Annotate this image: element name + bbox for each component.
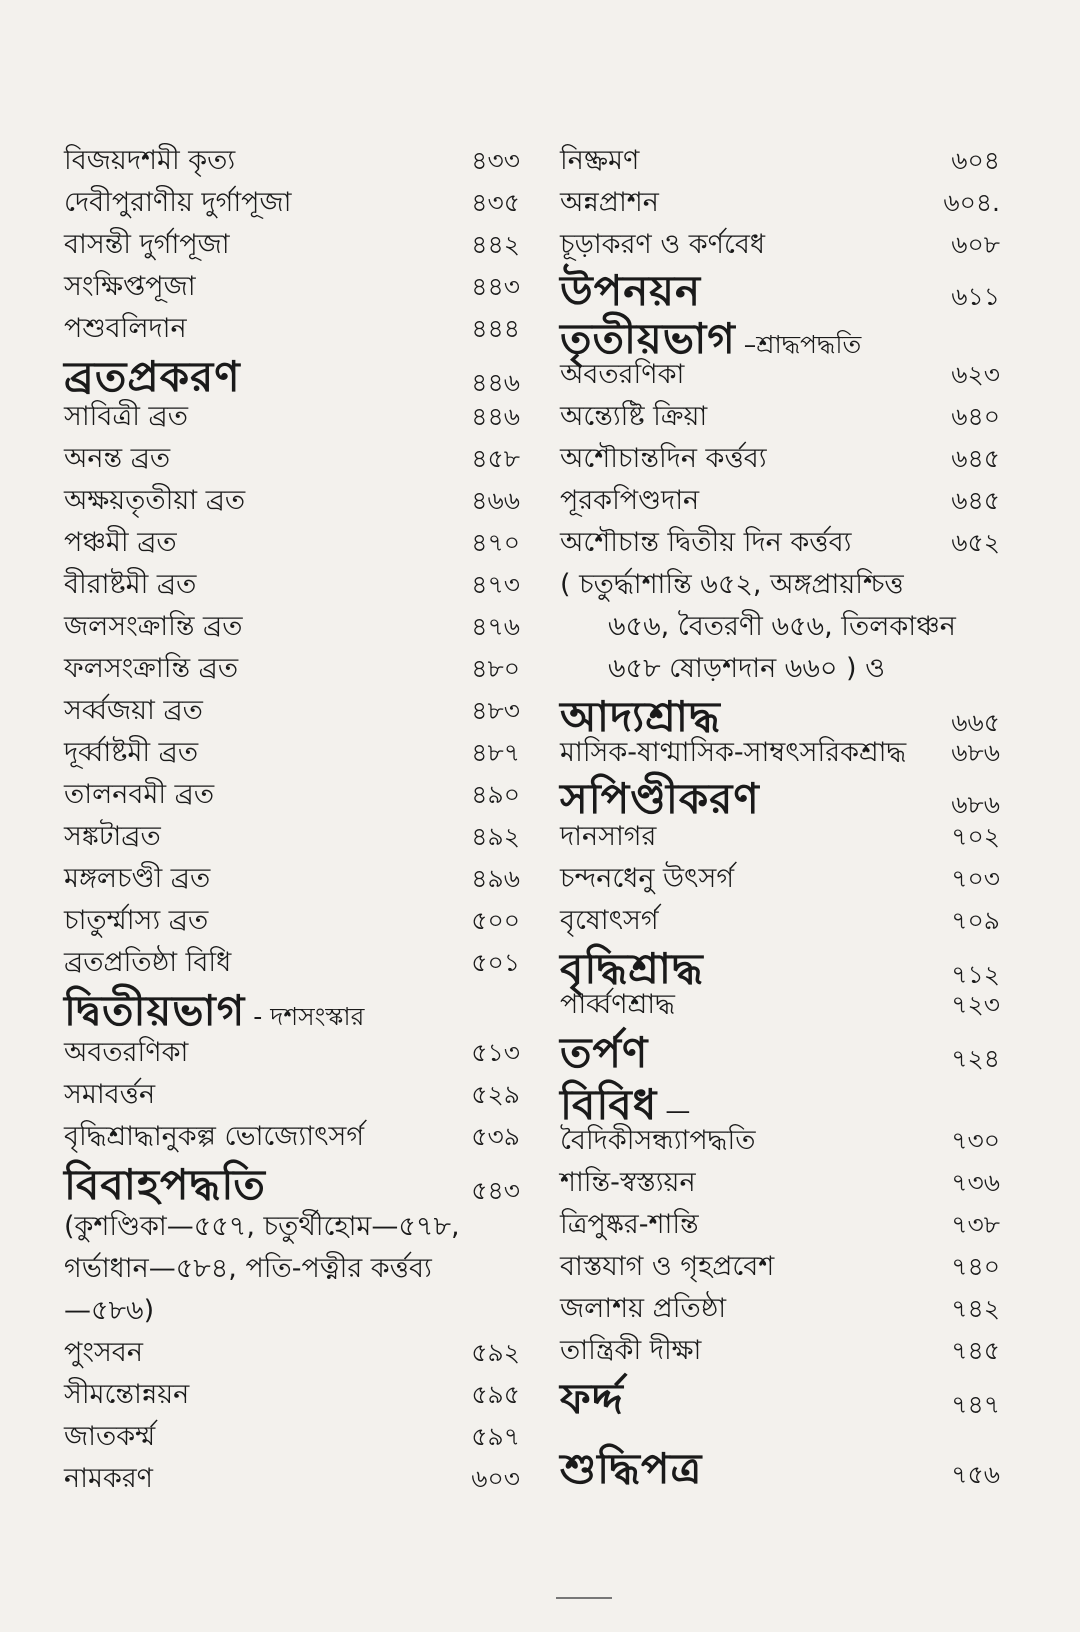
- entry-page: ৬৮৬: [951, 738, 1000, 767]
- entry-page: ৫৯২: [471, 1338, 520, 1367]
- entry-page: ৫৯৫: [471, 1380, 520, 1409]
- heading-title: শুদ্ধিপত্র: [560, 1444, 703, 1493]
- entry-title: বাস্তযাগ ও গৃহপ্রবেশ: [560, 1251, 775, 1282]
- entry-page: ৭৩৮: [951, 1210, 1000, 1239]
- index-entry: [64, 140, 520, 185]
- entry-title: সঙ্কটাব্রত: [64, 821, 161, 852]
- entry-title: অন্নপ্রাশন: [560, 187, 659, 218]
- index-entry: [560, 480, 1000, 525]
- entry-title: অক্ষয়তৃতীয়া ব্রত: [64, 485, 246, 516]
- index-entry: [64, 564, 520, 609]
- index-entry: [64, 1458, 520, 1503]
- entry-page: ৫০১: [471, 948, 520, 977]
- heading-page: ৪৪৬: [471, 368, 520, 397]
- index-entry: [64, 816, 520, 861]
- index-entry: [64, 266, 520, 311]
- entry-page: ৬০৩: [471, 1464, 520, 1493]
- entry-page: ৪৯২: [471, 822, 520, 851]
- entry-title: তান্ত্রিকী দীক্ষা: [560, 1335, 702, 1366]
- entry-title: নিষ্ক্রমণ: [560, 145, 640, 176]
- heading-title: বিবাহপদ্ধতি: [64, 1160, 266, 1209]
- index-entry: [64, 438, 520, 483]
- index-entry: [560, 354, 1000, 399]
- index-entry: [560, 858, 1000, 903]
- index-entry: [64, 1416, 520, 1461]
- entry-title: নামকরণ: [64, 1463, 154, 1494]
- index-entry: [64, 182, 520, 227]
- entry-title: দানসাগর: [560, 821, 657, 852]
- index-entry: [64, 690, 520, 735]
- entry-page: ৪৪৬: [471, 402, 520, 431]
- index-entry: [560, 1288, 1000, 1333]
- index-entry: [64, 732, 520, 777]
- index-entry: [64, 224, 520, 269]
- entry-title: তালনবমী ব্রত: [64, 779, 215, 810]
- entry-title: সর্ব্বজয়া ব্রত: [64, 695, 203, 726]
- entry-page: ৪৭০: [471, 528, 520, 557]
- index-entry: [560, 396, 1000, 441]
- heading-title: সপিণ্ডীকরণ: [560, 774, 760, 823]
- heading-title: তৃতীয়ভাগ: [560, 314, 736, 363]
- index-entry: [560, 522, 1000, 567]
- entry-title: দূর্ব্বাষ্টমী ব্রত: [64, 737, 199, 768]
- entry-page: ৫২৯: [471, 1080, 520, 1109]
- index-entry: [64, 1332, 520, 1377]
- heading-page: ৭৪৭: [951, 1390, 1000, 1419]
- heading-subtitle: - দশসংস্কার: [253, 1002, 365, 1031]
- sub-items-line: (কুশণ্ডিকা—৫৫৭, চতুর্থীহোম—৫৭৮,: [64, 1211, 460, 1242]
- entry-page: ৭৪২: [951, 1294, 1000, 1323]
- index-entry: [560, 1162, 1000, 1207]
- entry-title: সাবিত্রী ব্রত: [64, 401, 189, 432]
- entry-page: ৬৪৫: [951, 444, 1000, 473]
- entry-page: ৬৫২: [951, 528, 1000, 557]
- entry-page: ৪৪২: [471, 230, 520, 259]
- heading-title: দ্বিতীয়ভাগ: [64, 986, 246, 1035]
- heading-title: তর্পণ: [560, 1028, 649, 1077]
- entry-title: জাতকর্ম্ম: [64, 1421, 156, 1452]
- sub-items-line: —৫৮৬): [64, 1295, 155, 1326]
- index-entry: [560, 816, 1000, 861]
- entry-title: জলাশয় প্রতিষ্ঠা: [560, 1293, 727, 1324]
- section-heading: [560, 1436, 1000, 1507]
- entry-page: ৭৪৫: [951, 1336, 1000, 1365]
- entry-page: ৫০০: [471, 906, 520, 935]
- entry-title: মঙ্গলচণ্ডী ব্রত: [64, 863, 211, 894]
- index-entry: [64, 1074, 520, 1119]
- entry-title: শান্তি-স্বস্ত্যয়ন: [560, 1167, 696, 1198]
- entry-title: সংক্ষিপ্তপূজা: [64, 271, 196, 302]
- heading-title: বৃদ্ধিশ্রাদ্ধ: [560, 944, 704, 993]
- entry-page: ৪৫৮: [471, 444, 520, 473]
- entry-title: দেবীপুরাণীয় দুর্গাপূজা: [64, 187, 292, 218]
- entry-page: ৪৩৩: [471, 146, 520, 175]
- entry-page: ৭০৩: [951, 864, 1000, 893]
- heading-page: ৭২৪: [951, 1044, 1000, 1073]
- sub-items-line: ৬৫৬, বৈতরণী ৬৫৬, তিলকাঞ্চন: [608, 611, 956, 642]
- index-entry: [64, 858, 520, 903]
- entry-page: ৪৯০: [471, 780, 520, 809]
- index-entry: [64, 480, 520, 525]
- index-entry: [64, 648, 520, 693]
- entry-page: ৬০৪.: [943, 188, 1000, 217]
- heading-title: ফর্দ্দ: [560, 1374, 624, 1423]
- entry-page: ৬০৮: [951, 230, 1000, 259]
- index-entry: [64, 522, 520, 567]
- entry-page: ৪৭৬: [471, 612, 520, 641]
- entry-title: পুংসবন: [64, 1337, 143, 1368]
- entry-title: জলসংক্রান্তি ব্রত: [64, 611, 243, 642]
- heading-page: ৭১২: [951, 960, 1000, 989]
- entry-title: চূড়াকরণ ও কর্ণবেধ: [560, 229, 766, 260]
- entry-page: ৪৮৭: [471, 738, 520, 767]
- index-entry: [560, 438, 1000, 483]
- entry-title: অবতরণিকা: [560, 359, 685, 390]
- heading-page: ৬৮৬: [951, 790, 1000, 819]
- entry-page: ৪৮৩: [471, 696, 520, 725]
- index-entry: [64, 900, 520, 945]
- heading-page: ৫৪৩: [471, 1176, 520, 1205]
- entry-page: ৪৩৫: [471, 188, 520, 217]
- entry-title: অন্ত্যেষ্টি ক্রিয়া: [560, 401, 708, 432]
- entry-title: পঞ্চমী ব্রত: [64, 527, 177, 558]
- sub-items-line: গর্ভাধান—৫৮৪, পতি-পত্নীর কর্ত্তব্য: [64, 1253, 432, 1284]
- heading-page: ৬১১: [951, 282, 1000, 311]
- index-entry: [64, 774, 520, 819]
- heading-subtitle: –শ্রাদ্ধপদ্ধতি: [743, 330, 862, 359]
- entry-title: বীরাষ্টমী ব্রত: [64, 569, 197, 600]
- entry-title: পার্ব্বণশ্রাদ্ধ: [560, 989, 675, 1020]
- entry-title: চাতুর্ম্মাস্য ব্রত: [64, 905, 209, 936]
- heading-title: ব্রতপ্রকরণ: [64, 352, 241, 401]
- entry-title: ত্রিপুষ্কর-শান্তি: [560, 1209, 699, 1240]
- entry-title: চন্দনধেনু উৎসর্গ: [560, 863, 735, 894]
- entry-title: বিজয়দশমী কৃত্য: [64, 145, 236, 176]
- heading-title: উপনয়ন: [560, 266, 702, 315]
- index-entry: [64, 396, 520, 441]
- entry-page: ৭৩০: [951, 1126, 1000, 1155]
- heading-title: বিবিধ: [560, 1080, 658, 1129]
- entry-page: ৭০৯: [951, 906, 1000, 935]
- index-entry: [64, 1374, 520, 1419]
- section-heading: [560, 1366, 1000, 1437]
- sub-items-line: ৬৫৮ ষোড়শদান ৬৬০ ) ও: [608, 653, 886, 684]
- entry-page: ৭২৩: [951, 990, 1000, 1019]
- entry-title: ফলসংক্রান্তি ব্রত: [64, 653, 239, 684]
- entry-page: ৪৯৬: [471, 864, 520, 893]
- entry-page: ৫৩৯: [471, 1122, 520, 1151]
- index-entry: [560, 140, 1000, 185]
- entry-page: ৪৪৪: [471, 314, 520, 343]
- index-entry: [560, 182, 1000, 227]
- entry-page: ৭০২: [951, 822, 1000, 851]
- heading-subtitle: —: [665, 1096, 691, 1125]
- entry-title: মাসিক-ষাণ্মাসিক-সাম্বৎসরিকশ্রাদ্ধ: [560, 737, 907, 768]
- entry-page: ৫১৩: [471, 1038, 520, 1067]
- entry-title: বৈদিকীসন্ধ্যাপদ্ধতি: [560, 1125, 756, 1156]
- entry-title: অবতরণিকা: [64, 1037, 189, 1068]
- entry-page: ৪৬৬: [471, 486, 520, 515]
- entry-page: ৭৪০: [951, 1252, 1000, 1281]
- entry-page: ৪৭৩: [471, 570, 520, 599]
- entry-page: ৬৪০: [951, 402, 1000, 431]
- entry-title: বৃষোৎসর্গ: [560, 905, 659, 936]
- heading-page: ৭৫৬: [951, 1460, 1000, 1489]
- index-entry: [560, 1204, 1000, 1249]
- entry-page: ৫৯৭: [471, 1422, 520, 1451]
- entry-page: ৭৩৬: [951, 1168, 1000, 1197]
- entry-title: ব্রতপ্রতিষ্ঠা বিধি: [64, 947, 232, 978]
- entry-page: ৬০৪: [951, 146, 1000, 175]
- entry-title: অশৌচান্ত দ্বিতীয় দিন কর্ত্তব্য: [560, 527, 852, 558]
- entry-title: পশুবলিদান: [64, 313, 187, 344]
- entry-page: ৪৮০: [471, 654, 520, 683]
- heading-page: ৬৬৫: [951, 708, 1000, 737]
- entry-title: বাসন্তী দুর্গাপূজা: [64, 229, 230, 260]
- entry-title: সমাবর্ত্তন: [64, 1079, 156, 1110]
- entry-title: বৃদ্ধিশ্রাদ্ধানুকল্প ভোজ্যোৎসর্গ: [64, 1121, 365, 1152]
- index-entry: [64, 1032, 520, 1077]
- index-entry: [560, 1120, 1000, 1165]
- sub-items-line: ( চতুর্দ্ধাশান্তি ৬৫২, অঙ্গপ্রায়শ্চিত্ত: [560, 569, 904, 600]
- entry-title: অনন্ত ব্রত: [64, 443, 171, 474]
- footer-rule: [556, 1597, 612, 1599]
- entry-page: ৪৪৩: [471, 272, 520, 301]
- index-entry: [64, 606, 520, 651]
- heading-title: আদ্যশ্রাদ্ধ: [560, 692, 721, 741]
- entry-page: ৬২৩: [951, 360, 1000, 389]
- entry-title: সীমন্তোন্নয়ন: [64, 1379, 190, 1410]
- entry-page: ৬৪৫: [951, 486, 1000, 515]
- entry-title: অশৌচান্তদিন কর্ত্তব্য: [560, 443, 767, 474]
- entry-title: পূরকপিণ্ডদান: [560, 485, 700, 516]
- index-entry: [560, 1246, 1000, 1291]
